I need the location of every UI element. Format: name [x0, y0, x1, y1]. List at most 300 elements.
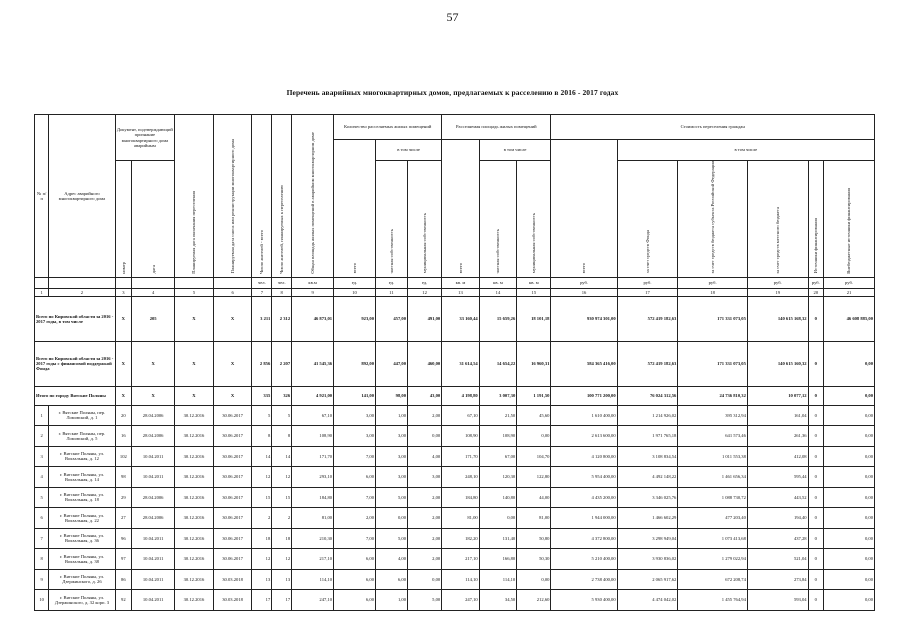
- row-to-move: 5: [272, 405, 292, 426]
- total-rooms-municipal: 43,00: [408, 386, 442, 405]
- row-rooms-municipal: 4,00: [408, 446, 442, 467]
- column-numbers-row: [35, 288, 875, 296]
- row-date: 28.04.2006: [132, 405, 175, 426]
- row-date: 10.04.2011: [132, 467, 175, 488]
- unit-cell: ед.: [334, 277, 376, 288]
- unit-cell: руб.: [747, 277, 808, 288]
- total-area-total: 4 198,80: [442, 386, 480, 405]
- unit-cell: кв. м: [517, 277, 551, 288]
- row-area-total: 81,00: [442, 508, 480, 529]
- row-src: 0: [808, 528, 823, 549]
- header-fund: за счет средств Фонда: [617, 161, 678, 278]
- row-area-private: 114,10: [479, 569, 517, 590]
- row-residents: 5: [252, 405, 272, 426]
- row-src: 0: [808, 590, 823, 611]
- row-regional: 395 312,94: [678, 405, 748, 426]
- row-num: 20: [115, 405, 132, 426]
- row-area: 81,00: [292, 508, 334, 529]
- total-area-private: 3 007,30: [479, 386, 517, 405]
- total-date: Х: [132, 341, 175, 386]
- row-src: 0: [808, 508, 823, 529]
- row-rooms: 6,00: [334, 590, 376, 611]
- row-area-total: 217,10: [442, 549, 480, 570]
- row-date: 28.04.2006: [132, 426, 175, 447]
- row-src: 0: [808, 487, 823, 508]
- row-to-move: 13: [272, 569, 292, 590]
- column-number: 20: [808, 288, 823, 296]
- row-area-private: 140,80: [479, 487, 517, 508]
- row-area-private: 67,00: [479, 446, 517, 467]
- total-area: 4 921,00: [292, 386, 334, 405]
- total-end: Х: [175, 386, 214, 405]
- column-number: 4: [132, 288, 175, 296]
- total-src: 0: [808, 296, 823, 341]
- unit-cell: ед.: [408, 277, 442, 288]
- row-number: 7: [35, 528, 49, 549]
- unit-cell: руб.: [551, 277, 617, 288]
- row-area-private: 166,80: [479, 549, 517, 570]
- resettlement-table: [34, 114, 875, 611]
- header-area-private: частная собственность: [479, 161, 517, 278]
- row-address: г. Вятские Поляны, ул. Вокзальная, д. 36: [49, 528, 115, 549]
- table-row: [35, 549, 875, 570]
- row-area-private: 34,50: [479, 590, 517, 611]
- total-end: Х: [175, 296, 214, 341]
- row-rooms-private: 3,00: [376, 426, 408, 447]
- total-rooms-private: 457,00: [376, 296, 408, 341]
- row-cost: 2 613 600,00: [551, 426, 617, 447]
- header-rooms-total: всего: [334, 140, 376, 278]
- row-area: 210,30: [292, 528, 334, 549]
- total-num: Х: [115, 296, 132, 341]
- row-area: 184,80: [292, 487, 334, 508]
- total-area-total: 33 160,44: [442, 296, 480, 341]
- table-row: [35, 426, 875, 447]
- row-date: 28.04.2006: [132, 487, 175, 508]
- row-end: 30.12.2016: [175, 508, 214, 529]
- total-area-total: 31 614,54: [442, 341, 480, 386]
- row-end: 30.12.2016: [175, 528, 214, 549]
- row-cost: 5 954 400,00: [551, 467, 617, 488]
- row-demolition: 30.06.2017: [213, 446, 252, 467]
- row-rooms-municipal: 3,00: [408, 467, 442, 488]
- row-demolition: 30.06.2017: [213, 508, 252, 529]
- total-regional: 24 736 810,32: [678, 386, 748, 405]
- header-cost-group: Стоимость переселения граждан: [551, 115, 875, 140]
- total-local: 140 615 160,32: [747, 341, 808, 386]
- row-rooms-municipal: 5,00: [408, 590, 442, 611]
- row-regional: 1 455 764,94: [678, 590, 748, 611]
- header-cost-total: всего: [551, 140, 617, 278]
- row-area: 114,10: [292, 569, 334, 590]
- row-local: 412,08: [747, 446, 808, 467]
- row-demolition: 30.03.2018: [213, 590, 252, 611]
- total-residents: 3 211: [252, 296, 272, 341]
- row-rooms: 7,00: [334, 528, 376, 549]
- row-date: 10.04.2011: [132, 590, 175, 611]
- header-area-including: в том числе: [479, 140, 551, 161]
- header-local: за счет средств местного бюджета: [747, 161, 808, 278]
- total-area-municipal: 1 191,50: [517, 386, 551, 405]
- total-num: Х: [115, 341, 132, 386]
- row-end: 30.12.2016: [175, 405, 214, 426]
- total-cost: 100 771 200,00: [551, 386, 617, 405]
- row-extra: 0,00: [824, 590, 875, 611]
- row-to-move: 12: [272, 549, 292, 570]
- row-number: 10: [35, 590, 49, 611]
- row-cost: 4 120 800,00: [551, 446, 617, 467]
- total-extra: 0,00: [824, 341, 875, 386]
- row-area-municipal: 44,00: [517, 487, 551, 508]
- total-row: [35, 296, 875, 341]
- row-fund: 3 108 834,54: [617, 446, 678, 467]
- row-extra: 0,00: [824, 487, 875, 508]
- row-local: 593,04: [747, 590, 808, 611]
- total-fund: 572 419 182,63: [617, 341, 678, 386]
- row-rooms-municipal: 2,00: [408, 549, 442, 570]
- header-area-group: Расселяемая площадь жилых помещений: [442, 115, 551, 140]
- row-rooms-private: 5,00: [376, 487, 408, 508]
- header-rooms-including: в том числе: [376, 140, 442, 161]
- total-to-move: 2 207: [272, 341, 292, 386]
- header-total-area: Общая площадь жилых помещений в аварийном многоквартирном доме: [292, 115, 334, 278]
- row-number: 9: [35, 569, 49, 590]
- total-demolition: Х: [213, 341, 252, 386]
- row-address: г. Вятские Поляны, пер. Ломовский, д. 1: [49, 405, 115, 426]
- row-number: 2: [35, 426, 49, 447]
- table-row: [35, 487, 875, 508]
- row-number: 3: [35, 446, 49, 467]
- row-area-municipal: 45,60: [517, 405, 551, 426]
- row-area-total: 67,10: [442, 405, 480, 426]
- table-row: [35, 590, 875, 611]
- total-to-move: 326: [272, 386, 292, 405]
- row-fund: 4 492 148,22: [617, 467, 678, 488]
- row-address: г. Вятские Поляны, ул. Дзержинского, д. 26: [49, 569, 115, 590]
- row-date: 10.04.2011: [132, 528, 175, 549]
- row-demolition: 30.06.2017: [213, 528, 252, 549]
- row-to-move: 12: [272, 467, 292, 488]
- header-residents: Число жителей - всего: [252, 115, 272, 278]
- total-src: 0: [808, 341, 823, 386]
- total-regional: 171 331 073,05: [678, 341, 748, 386]
- header-residents-to-move: Число жителей, планируемых к переселению: [272, 115, 292, 278]
- header-regional: за счет средств бюджета субъекта Российской Федерации: [678, 161, 748, 278]
- row-to-move: 18: [272, 528, 292, 549]
- unit-cell: руб.: [617, 277, 678, 288]
- row-area-total: 108,90: [442, 426, 480, 447]
- row-area-private: 131,40: [479, 528, 517, 549]
- total-rooms: 892,00: [334, 341, 376, 386]
- row-area: 171,70: [292, 446, 334, 467]
- header-num: № п/п: [35, 115, 49, 278]
- row-end: 30.12.2016: [175, 467, 214, 488]
- row-regional: 1 279 022,94: [678, 549, 748, 570]
- row-cost: 5 930 400,00: [551, 590, 617, 611]
- row-rooms: 7,00: [334, 487, 376, 508]
- row-num: 97: [115, 549, 132, 570]
- row-area: 108,90: [292, 426, 334, 447]
- header-extra: Внебюджетные источники финансирования: [824, 161, 875, 278]
- row-cost: 4 372 800,00: [551, 528, 617, 549]
- total-area-private: 15 659,26: [479, 296, 517, 341]
- column-number: 2: [49, 288, 115, 296]
- row-num: 96: [115, 528, 132, 549]
- row-regional: 1 461 656,34: [678, 467, 748, 488]
- column-number: 5: [175, 288, 214, 296]
- row-area: 293,10: [292, 467, 334, 488]
- total-area-private: 14 654,22: [479, 341, 517, 386]
- column-number: 9: [292, 288, 334, 296]
- row-rooms-municipal: 2,00: [408, 508, 442, 529]
- row-extra: 0,00: [824, 569, 875, 590]
- row-cost: 5 210 400,00: [551, 549, 617, 570]
- total-residents: 2 856: [252, 341, 272, 386]
- total-regional: 171 331 073,05: [678, 296, 748, 341]
- row-extra: 0,00: [824, 508, 875, 529]
- row-cost: 4 435 200,00: [551, 487, 617, 508]
- row-rooms-private: 5,00: [376, 528, 408, 549]
- column-number: 12: [408, 288, 442, 296]
- row-area: 247,10: [292, 590, 334, 611]
- row-rooms-private: 3,00: [376, 446, 408, 467]
- row-fund: 1 971 765,18: [617, 426, 678, 447]
- unit-cell: руб.: [808, 277, 823, 288]
- row-fund: 1 214 926,02: [617, 405, 678, 426]
- row-demolition: 30.06.2017: [213, 426, 252, 447]
- column-number: 21: [824, 288, 875, 296]
- row-rooms-private: 3,00: [376, 467, 408, 488]
- total-cost: 930 974 301,00: [551, 296, 617, 341]
- row-number: 6: [35, 508, 49, 529]
- row-area-total: 182,20: [442, 528, 480, 549]
- row-extra: 0,00: [824, 446, 875, 467]
- row-area: 217,10: [292, 549, 334, 570]
- row-local: 194,40: [747, 508, 808, 529]
- header-area-municipal: муниципальная собственность: [517, 161, 551, 278]
- row-fund: 3 298 949,04: [617, 528, 678, 549]
- row-to-move: 14: [272, 446, 292, 467]
- row-residents: 12: [252, 549, 272, 570]
- row-extra: 0,00: [824, 426, 875, 447]
- row-rooms-private: 0,00: [376, 508, 408, 529]
- row-address: г. Вятские Поляны, ул. Дзержинского, д. 32 корп. 3: [49, 590, 115, 611]
- row-rooms: 3,00: [334, 426, 376, 447]
- row-area-private: 108,90: [479, 426, 517, 447]
- total-label: Всего по Кировской области за 2016 - 2017 годы, в том числе: [35, 296, 116, 341]
- unit-cell: кв.м: [292, 277, 334, 288]
- table-row: [35, 405, 875, 426]
- row-src: 0: [808, 405, 823, 426]
- row-regional: 641 573,46: [678, 426, 748, 447]
- total-area-municipal: 18 101,18: [517, 296, 551, 341]
- column-number: 6: [213, 288, 252, 296]
- unit-cell: ед.: [376, 277, 408, 288]
- row-rooms: 6,00: [334, 569, 376, 590]
- row-regional: 1 073 413,68: [678, 528, 748, 549]
- row-address: г. Вятские Поляны, ул. Вокзальная, д. 14: [49, 467, 115, 488]
- column-number: 1: [35, 288, 49, 296]
- row-local: 521,04: [747, 549, 808, 570]
- row-area-private: 120,30: [479, 467, 517, 488]
- header-planned-end: Планируемая дата окончания переселения: [175, 115, 214, 278]
- row-area-municipal: 104,70: [517, 446, 551, 467]
- row-fund: 2 065 917,62: [617, 569, 678, 590]
- header-doc-date: дата: [132, 161, 175, 278]
- unit-cell: руб.: [824, 277, 875, 288]
- row-residents: 17: [252, 590, 272, 611]
- header-doc-number: номер: [115, 161, 132, 278]
- total-rooms-municipal: 491,00: [408, 296, 442, 341]
- total-rooms-private: 447,00: [376, 341, 408, 386]
- row-extra: 0,00: [824, 405, 875, 426]
- row-regional: 672 208,74: [678, 569, 748, 590]
- total-rooms-municipal: 460,00: [408, 341, 442, 386]
- table-row: [35, 446, 875, 467]
- total-rooms-private: 98,00: [376, 386, 408, 405]
- header-rooms-private: частная собственность: [376, 161, 408, 278]
- row-num: 92: [115, 590, 132, 611]
- row-rooms-private: 1,00: [376, 590, 408, 611]
- unit-cell: чел.: [252, 277, 272, 288]
- column-number: 3: [115, 288, 132, 296]
- row-rooms: 3,00: [334, 405, 376, 426]
- row-demolition: 30.03.2018: [213, 569, 252, 590]
- row-end: 30.12.2016: [175, 446, 214, 467]
- page-number: 57: [446, 10, 459, 24]
- table-row: [35, 569, 875, 590]
- total-demolition: Х: [213, 296, 252, 341]
- column-number: 16: [551, 288, 617, 296]
- header-document: Документ, подтверждающий признание многоквартирного дома аварийным: [115, 115, 175, 161]
- row-fund: 4 474 042,02: [617, 590, 678, 611]
- column-number: 14: [479, 288, 517, 296]
- row-extra: 0,00: [824, 467, 875, 488]
- row-end: 30.12.2016: [175, 549, 214, 570]
- total-local: 140 615 168,32: [747, 296, 808, 341]
- header-rooms-group: Количество расселяемых жилых помещений: [334, 115, 442, 140]
- header-planned-demolition: Планируемая дата сноса или реконструкции многоквартирного дома: [213, 115, 252, 278]
- row-rooms-private: 6,00: [376, 569, 408, 590]
- total-demolition: Х: [213, 386, 252, 405]
- unit-cell: кв. м: [442, 277, 480, 288]
- row-residents: 15: [252, 487, 272, 508]
- total-fund: 572 419 182,63: [617, 296, 678, 341]
- row-address: г. Вятские Поляны, ул. Вокзальная, д. 18: [49, 487, 115, 508]
- row-address: г. Вятские Поляны, пер. Ломовский, д. 5: [49, 426, 115, 447]
- row-area-municipal: 0,00: [517, 569, 551, 590]
- row-number: 1: [35, 405, 49, 426]
- unit-cell: кв. м: [479, 277, 517, 288]
- column-number: 17: [617, 288, 678, 296]
- unit-cell: руб.: [678, 277, 748, 288]
- total-label: Всего по Кировской области за 2016 - 2017 годы с финансовой поддержкой Фонда: [35, 341, 116, 386]
- table-row: [35, 508, 875, 529]
- row-extra: 0,00: [824, 549, 875, 570]
- total-date: Х: [132, 386, 175, 405]
- row-demolition: 30.06.2017: [213, 467, 252, 488]
- row-fund: 3 930 836,02: [617, 549, 678, 570]
- row-num: 29: [115, 487, 132, 508]
- table-row: [35, 467, 875, 488]
- total-extra: 46 608 885,00: [824, 296, 875, 341]
- column-number: 18: [678, 288, 748, 296]
- row-rooms-municipal: 0,00: [408, 426, 442, 447]
- row-residents: 14: [252, 446, 272, 467]
- column-number: 10: [334, 288, 376, 296]
- row-area-total: 184,80: [442, 487, 480, 508]
- row-area-total: 114,10: [442, 569, 480, 590]
- row-src: 0: [808, 446, 823, 467]
- row-address: г. Вятские Поляны, ул. Вокзальная, д. 12: [49, 446, 115, 467]
- row-address: г. Вятские Поляны, ул. Вокзальная, д. 38: [49, 549, 115, 570]
- row-rooms: 7,00: [334, 446, 376, 467]
- row-regional: 477 203,40: [678, 508, 748, 529]
- row-extra: 0,00: [824, 528, 875, 549]
- row-rooms: 2,00: [334, 508, 376, 529]
- row-number: 8: [35, 549, 49, 570]
- row-num: 98: [115, 467, 132, 488]
- total-row: [35, 341, 875, 386]
- row-cost: 2 738 400,00: [551, 569, 617, 590]
- row-demolition: 30.06.2017: [213, 549, 252, 570]
- row-rooms-municipal: 2,00: [408, 405, 442, 426]
- row-area-private: 0,00: [479, 508, 517, 529]
- row-area-municipal: 50,30: [517, 549, 551, 570]
- row-src: 0: [808, 467, 823, 488]
- row-to-move: 15: [272, 487, 292, 508]
- total-extra: 0,00: [824, 386, 875, 405]
- row-number: 5: [35, 487, 49, 508]
- row-local: 273,84: [747, 569, 808, 590]
- row-rooms-private: 1,00: [376, 405, 408, 426]
- row-local: 437,28: [747, 528, 808, 549]
- row-date: 28.04.2006: [132, 508, 175, 529]
- row-to-move: 2: [272, 508, 292, 529]
- row-rooms-municipal: 0,00: [408, 569, 442, 590]
- row-to-move: 17: [272, 590, 292, 611]
- row-end: 30.12.2016: [175, 426, 214, 447]
- row-number: 4: [35, 467, 49, 488]
- row-demolition: 30.06.2017: [213, 405, 252, 426]
- units-row: [35, 277, 875, 288]
- row-address: г. Вятские Поляны, ул. Вокзальная, д. 22: [49, 508, 115, 529]
- row-end: 30.12.2016: [175, 590, 214, 611]
- row-num: 27: [115, 508, 132, 529]
- row-cost: 1 610 400,00: [551, 405, 617, 426]
- column-number: 15: [517, 288, 551, 296]
- total-row: [35, 386, 875, 405]
- row-area-total: 247,10: [442, 590, 480, 611]
- row-local: 261,36: [747, 426, 808, 447]
- row-num: 102: [115, 446, 132, 467]
- header-cost-including: в том числе: [617, 140, 874, 161]
- total-num: Х: [115, 386, 132, 405]
- document-title: Перечень аварийных многоквартирных домов, предлагаемых к расселению в 2016 - 2017 годах: [286, 88, 619, 97]
- row-area-municipal: 212,60: [517, 590, 551, 611]
- row-src: 0: [808, 569, 823, 590]
- row-date: 10.04.2011: [132, 549, 175, 570]
- total-area: 46 873,01: [292, 296, 334, 341]
- row-residents: 13: [252, 569, 272, 590]
- row-area-total: 171,70: [442, 446, 480, 467]
- row-rooms-municipal: 2,00: [408, 487, 442, 508]
- row-residents: 8: [252, 426, 272, 447]
- row-rooms: 6,00: [334, 549, 376, 570]
- row-src: 0: [808, 426, 823, 447]
- row-regional: 1 011 553,38: [678, 446, 748, 467]
- row-date: 10.04.2011: [132, 446, 175, 467]
